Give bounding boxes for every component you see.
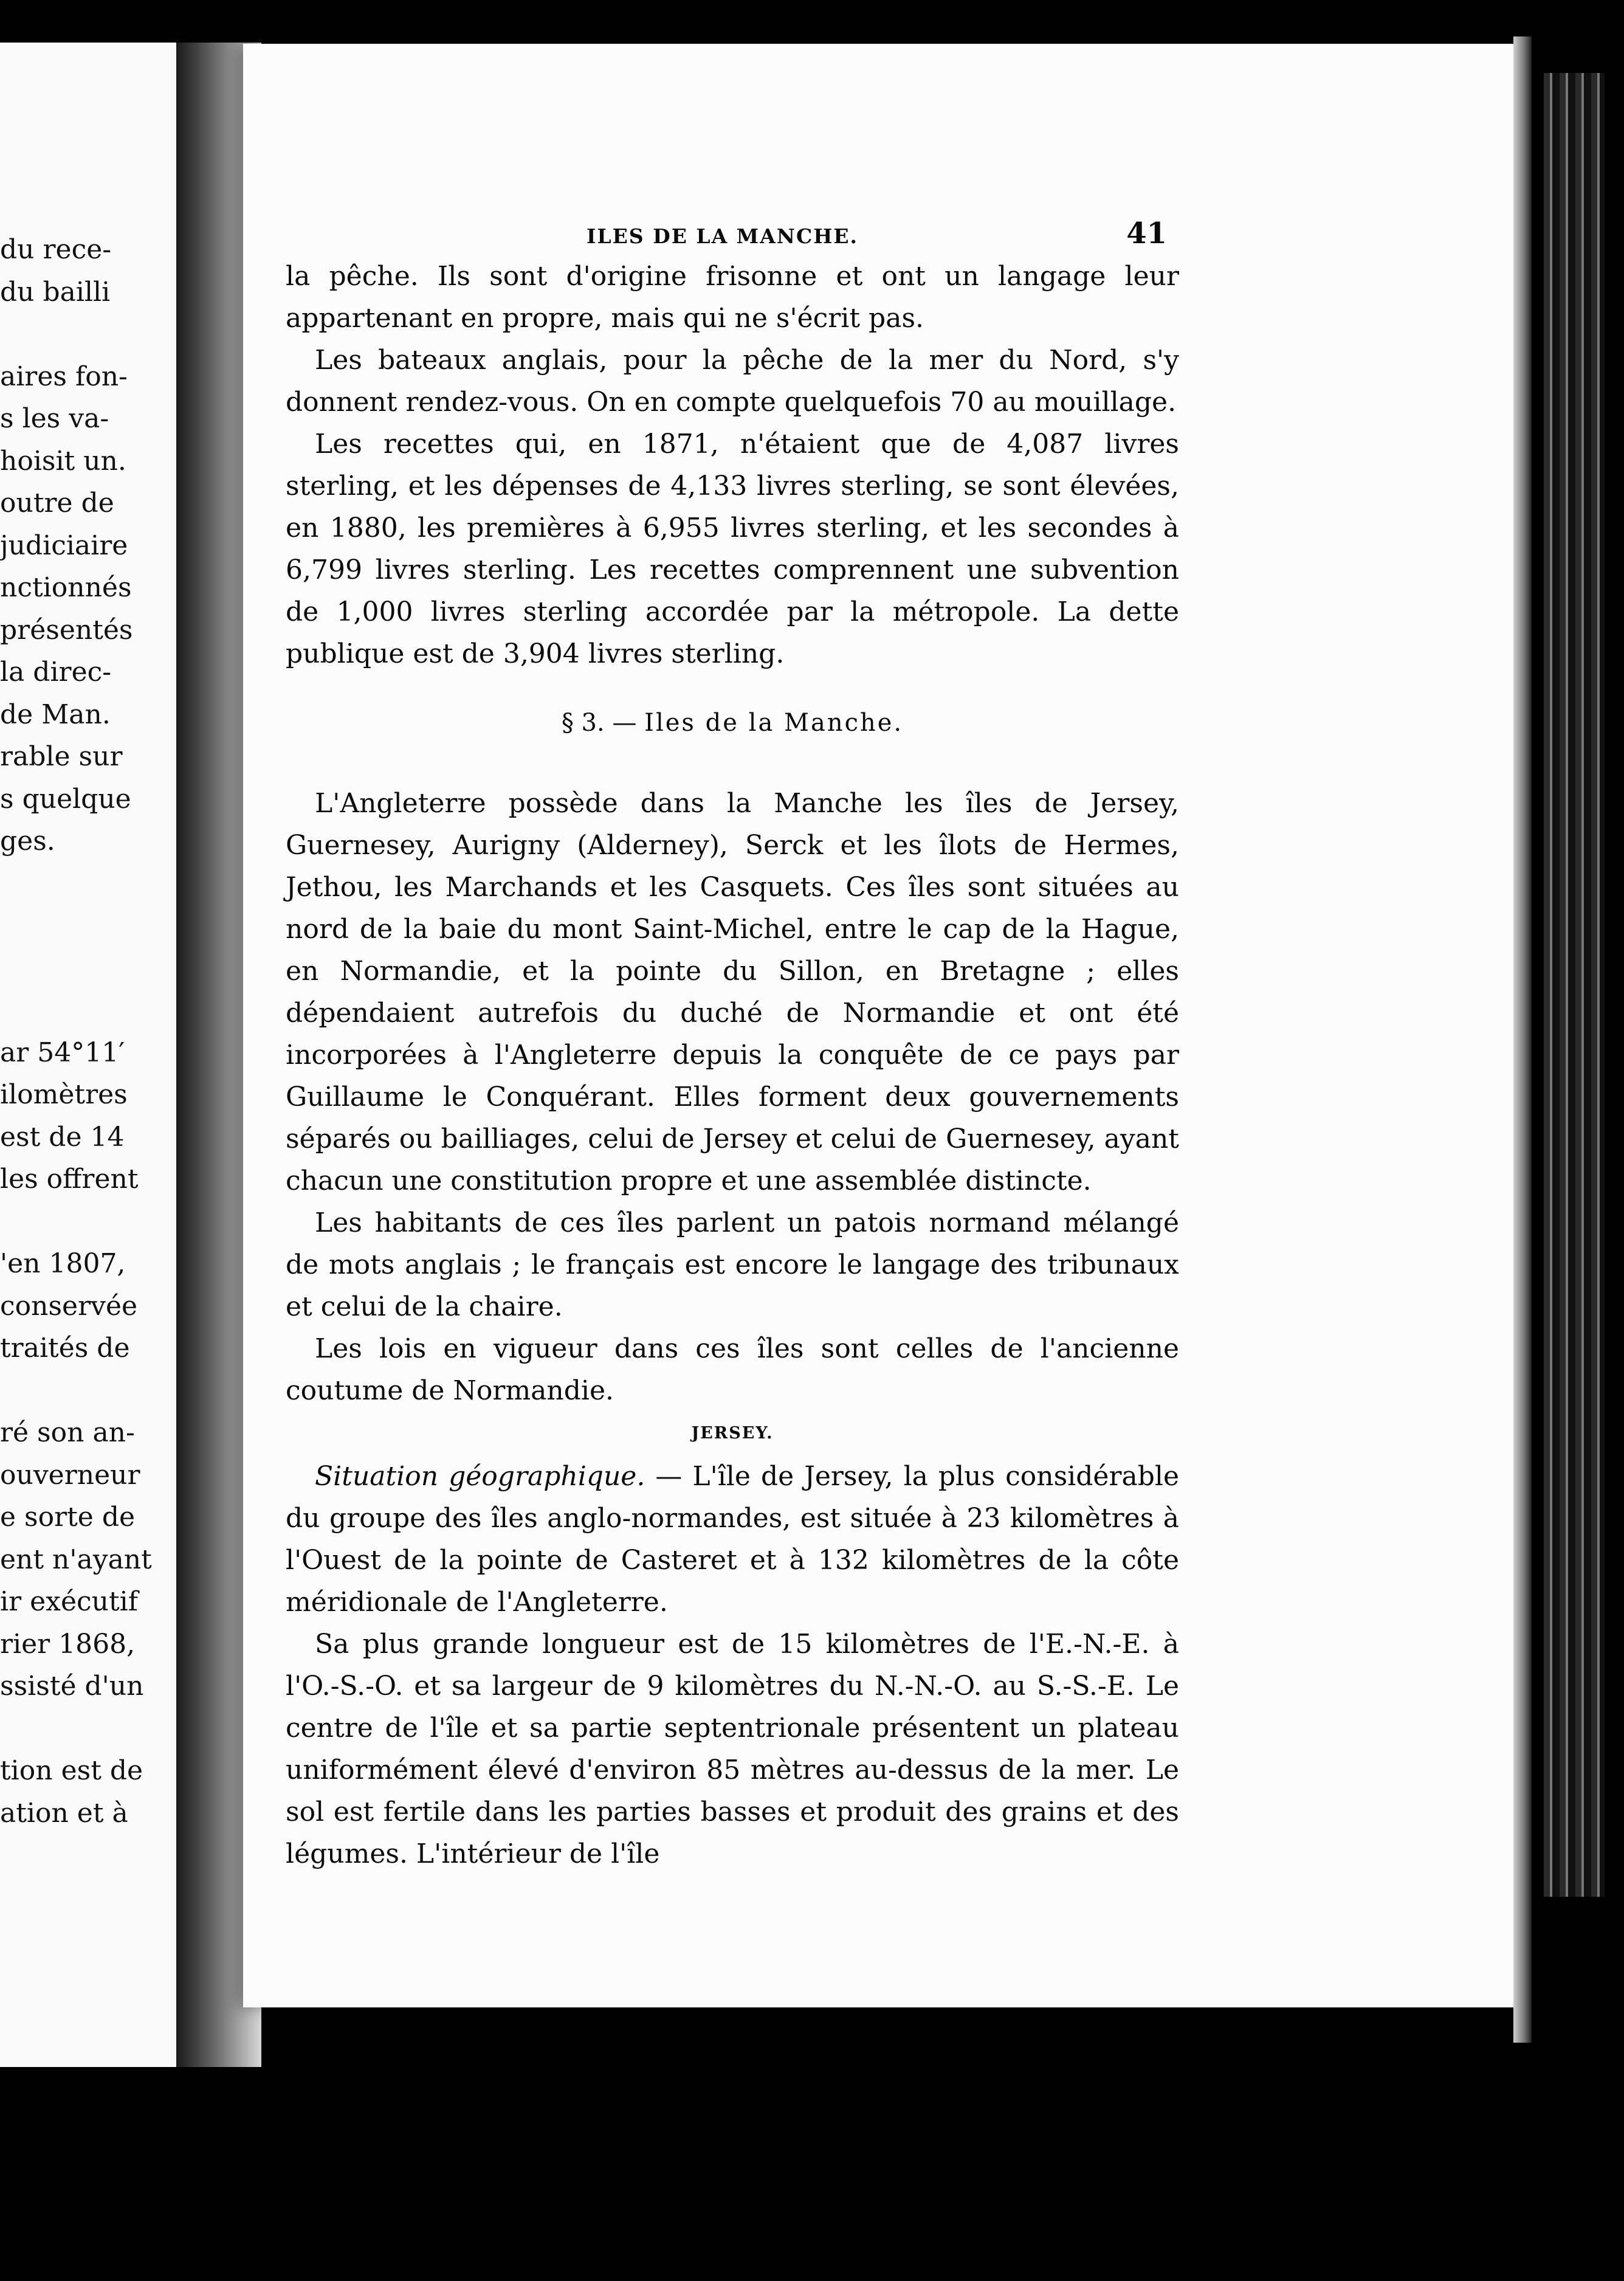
left-page-line: ges. (0, 826, 55, 857)
left-page-line: la direc- (0, 657, 112, 688)
left-page-line: ssisté d'un (0, 1671, 144, 1702)
paragraph (286, 1455, 1179, 1623)
left-page-line: est de 14 (0, 1121, 125, 1153)
left-page-line: ouverneur (0, 1459, 140, 1491)
left-page-line: ir exécutif (0, 1586, 139, 1617)
paragraph-text: — L'île de Jersey, la plus considérable du groupe des îles anglo-normandes, est située à 23 kilomètres à l'Ouest de la pointe de Casteret et à 132 kilomètres de la côte méridionale de l'Angleterre. (286, 1461, 1179, 1618)
left-page-line: tion est de (0, 1755, 143, 1786)
italic-lead: Situation géographique. (315, 1461, 645, 1492)
book-block-edges (1544, 73, 1605, 1897)
paragraph: Les lois en vigueur dans ces îles sont celles de l'ancienne coutume de Normandie. (286, 1333, 1179, 1406)
left-page-line: ilomètres (0, 1079, 128, 1110)
left-page-line: présentés (0, 614, 133, 646)
paragraph: L'Angleterre possède dans la Manche les îles de Jersey, Guernesey, Aurigny (Alderney), Serck et les îlots de Hermes, Jethou, les Marchands et les Casquets. Ces îles sont situées au nord de la baie du mont Saint-Michel, entre le cap de la Hague, en Normandie, et la pointe du Sillon, en Bretagne ; elles dépendaient autrefois du duché de Normandie et ont été incorporées à l'Angleterre depuis la conquête de ce pays par Guillaume le Conquérant. Elles forment deux gouvernements séparés ou bailliages, celui de Jersey et celui de Guernesey, ayant chacun une constitution propre et une assemblée distincte. (286, 788, 1179, 1196)
paragraph: Les habitants de ces îles parlent un patois normand mélangé de mots anglais ; le français est encore le langage des tribunaux et celui de la chaire. (286, 1207, 1179, 1322)
subheading-jersey: JERSEY. (691, 1424, 774, 1443)
left-page-line: ar 54°11′ (0, 1037, 125, 1068)
section-title: Iles de la Manche. (644, 709, 904, 737)
left-page-line: conservée (0, 1290, 138, 1322)
left-page-line: de Man. (0, 699, 111, 730)
left-page-line: 'en 1807, (0, 1248, 126, 1279)
paragraph: Les recettes qui, en 1871, n'étaient que de 4,087 livres sterling, et les dépenses de 4,133 livres sterling, se sont élevées, en 1880, les premières à 6,955 livres sterling, et les secondes à 6,799 livres sterling. Les recettes comprennent une subvention de 1,000 livres sterling accordée par la métropole. La dette publique est de 3,904 livres sterling. (286, 429, 1179, 669)
page-right-edge (1513, 36, 1532, 2043)
page-text-block (286, 213, 1179, 1875)
left-page-line: aires fon- (0, 361, 128, 392)
running-header (286, 213, 1179, 255)
left-page-fragment (0, 43, 182, 2067)
section-heading (286, 702, 1179, 745)
left-page-line: s les va- (0, 403, 109, 434)
left-page-line: traités de (0, 1333, 130, 1364)
left-page-line: e sorte de (0, 1502, 136, 1533)
left-page-line: judiciaire (0, 530, 128, 561)
left-page-line: les offrent (0, 1164, 139, 1195)
left-page-line: du rece- (0, 234, 112, 265)
left-page-line: du bailli (0, 276, 111, 308)
left-page-line: ation et à (0, 1797, 128, 1829)
left-page-line: nctionnés (0, 572, 132, 603)
paragraph: Sa plus grande longueur est de 15 kilomètres de l'E.-N.-E. à l'O.-S.-O. et sa largeur de 9 kilomètres du N.-N.-O. au S.-S.-E. Le centre de l'île et sa partie septentrionale présentent un plateau uniformément élevé d'environ 85 mètres au-dessus de la mer. Le sol est fertile dans les parties basses et produit des grains et des légumes. L'intérieur de l'île (286, 1629, 1179, 1869)
paragraph: Les bateaux anglais, pour la pêche de la mer du Nord, s'y donnent rendez-vous. On en compte quelquefois 70 au mouillage. (286, 345, 1179, 418)
left-page-line: ent n'ayant (0, 1544, 152, 1575)
left-page-line: ré son an- (0, 1417, 135, 1448)
left-page-line: rable sur (0, 741, 123, 772)
left-page-line: outre de (0, 488, 114, 519)
section-number: § 3. — (561, 709, 637, 737)
page-number: 41 (1126, 216, 1167, 250)
left-page-line: s quelque (0, 783, 131, 815)
running-title: ILES DE LA MANCHE. (587, 224, 859, 248)
left-page-line: rier 1868, (0, 1628, 136, 1660)
left-page-line: hoisit un. (0, 445, 126, 477)
paragraph: la pêche. Ils sont d'origine frisonne et ont un langage leur appartenant en propre, mais qui ne s'écrit pas. (286, 261, 1179, 334)
